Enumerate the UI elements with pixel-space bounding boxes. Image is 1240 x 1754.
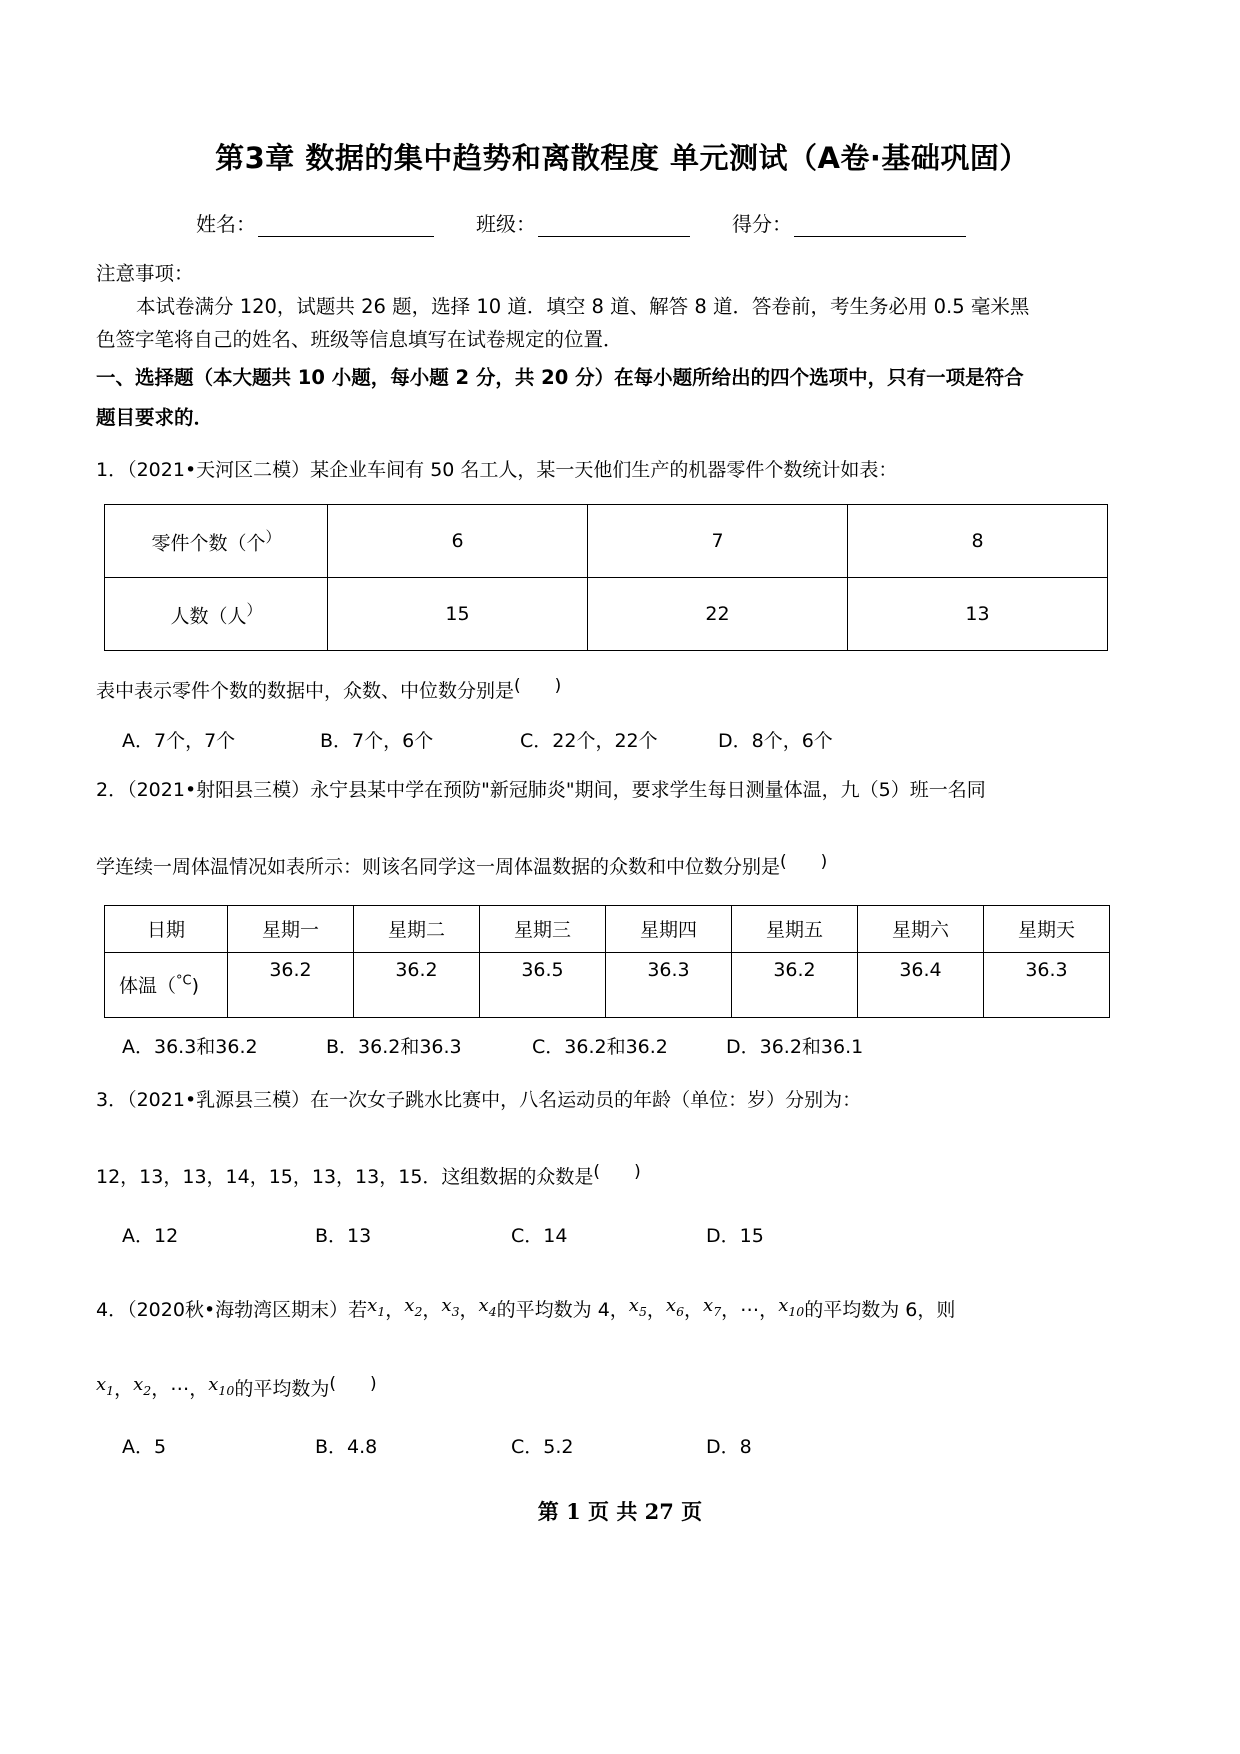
question-1-table [104, 504, 1108, 651]
question-1-number: 1． [96, 459, 128, 482]
column-header-day: 星期五 [732, 905, 858, 952]
temperature-value: 36.2 [732, 952, 858, 1017]
page-content [96, 0, 1148, 1459]
parts-count-label [105, 504, 328, 577]
option-a[interactable]: A．7个，7个 [122, 730, 236, 752]
question-1-after-table-text: 表中表示零件个数的数据中，众数、中位数分别是 [96, 679, 515, 702]
option-b[interactable]: B．7个，6个 [320, 730, 434, 752]
question-1-stem [96, 455, 1148, 485]
math-var-x1: $x_1$ [96, 1373, 115, 1398]
temperature-value: 36.3 [606, 952, 732, 1017]
question-2-text-2: 学连续一周体温情况如表所示：则该名同学这一周体温数据的众数和中位数分别是 [96, 856, 781, 879]
option-d[interactable]: D．8个，6个 [718, 730, 833, 752]
temperature-value: 36.5 [480, 952, 606, 1017]
question-2-text: 永宁县某中学在预防"新冠肺炎"期间，要求学生每日测量体温，九（5）班一名同 [310, 779, 986, 801]
question-3-text: 在一次女子跳水比赛中，八名运动员的年龄（单位：岁）分别为： [310, 1088, 862, 1111]
score-field-group [732, 208, 966, 237]
column-header-date: 日期 [105, 905, 228, 952]
temperature-value: 36.4 [858, 952, 984, 1017]
temperature-value: 36.2 [354, 952, 480, 1017]
people-count-label [105, 577, 328, 650]
math-var-x6: $x_6$ [665, 1294, 685, 1319]
people-count-value: 13 [848, 577, 1108, 650]
score-blank[interactable] [794, 217, 966, 237]
option-c[interactable]: C．14 [511, 1224, 568, 1247]
table-row [105, 504, 1108, 577]
math-var-x4: $x_4$ [478, 1294, 497, 1319]
temperature-unit-sup: °C [176, 973, 192, 989]
people-count-label-text: 人数（人 [170, 605, 247, 628]
option-c[interactable]: C．36.2和36.2 [532, 1035, 668, 1058]
parts-count-value: 6 [328, 504, 588, 577]
question-2-stem-line-2 [96, 849, 1148, 882]
parts-count-label-sup: ） [265, 527, 281, 546]
math-var-x1: $x_1$ [367, 1294, 386, 1319]
question-4-text-prefix: 若 [348, 1298, 368, 1321]
math-ellipsis: … [170, 1372, 190, 1395]
answer-paren: ( ) [329, 1373, 377, 1394]
answer-paren: ( ) [780, 852, 828, 873]
class-label: 班级： [476, 211, 536, 236]
question-4-text-mid-1: 的平均数为 4， [496, 1298, 629, 1321]
answer-paren: ( ) [514, 675, 562, 696]
option-b[interactable]: B．13 [315, 1224, 372, 1247]
math-ellipsis: … [740, 1293, 760, 1316]
math-var-x3: $x_3$ [441, 1294, 460, 1319]
question-1-options [96, 726, 1148, 753]
notice-line-1: 本试卷满分 120，试题共 26 题，选择 10 道．填空 8 道、解答 8 道．答卷前，考生务必用 0.5 毫米黑 [136, 294, 1030, 318]
option-c[interactable]: C．22个，22个 [520, 730, 658, 752]
temperature-value: 36.3 [984, 952, 1110, 1017]
question-4-source: （2020秋•海勃湾区期末） [127, 1298, 349, 1321]
question-3-text-2: 12，13，13，14，15，13，13，15．这组数据的众数是 [96, 1166, 594, 1189]
option-a[interactable]: A．36.3和36.2 [122, 1035, 258, 1058]
question-3-options [96, 1221, 1148, 1248]
question-4-text-2: 的平均数为 [234, 1377, 330, 1400]
question-2-table [104, 905, 1110, 1018]
score-label: 得分： [732, 211, 792, 236]
option-d[interactable]: D．8 [706, 1436, 752, 1459]
page-footer: 第 1 页 共 27 页 [537, 1499, 703, 1524]
class-field-group [476, 208, 690, 237]
question-4-stem: 4．（2020秋•海勃湾区期末）若$x_1$，$x_2$，$x_3$，$x_4$的平均数为 4，$x_5$，$x_6$，$x_7$，…，$x_{10}$的平均数为 6，则 [96, 1293, 956, 1321]
class-blank[interactable] [538, 217, 690, 237]
question-4-number: 4． [96, 1298, 128, 1321]
section-header-line-1: 一、选择题（本大题共 10 小题，每小题 2 分，共 20 分）在每小题所给出的四个选项中，只有一项是符合 [96, 366, 1024, 390]
question-2-options [96, 1032, 1148, 1059]
option-a[interactable]: A．12 [122, 1224, 179, 1247]
math-var-x2: $x_2$ [133, 1373, 152, 1398]
name-blank[interactable] [258, 217, 434, 237]
question-1-text: 某企业车间有 50 名工人，某一天他们生产的机器零件个数统计如表： [310, 459, 898, 482]
temperature-row-label [105, 952, 228, 1017]
column-header-day: 星期一 [228, 905, 354, 952]
people-count-value: 22 [588, 577, 848, 650]
page-title: 第3章 数据的集中趋势和离散程度 单元测试（A卷·基础巩固） [215, 141, 1029, 175]
section-header-line-2: 题目要求的． [96, 405, 214, 429]
option-d[interactable]: D．15 [706, 1224, 764, 1247]
question-1-source: （2021•天河区二模） [127, 459, 311, 482]
option-b[interactable]: B．36.2和36.3 [326, 1035, 462, 1058]
question-2-number: 2． [96, 779, 128, 801]
parts-count-value: 7 [588, 504, 848, 577]
option-c[interactable]: C．5.2 [511, 1436, 574, 1459]
name-field-group [196, 208, 434, 237]
notice-heading: 注意事项： [96, 261, 194, 285]
temperature-row-label-end: ) [191, 975, 200, 998]
parts-count-value: 8 [848, 504, 1108, 577]
parts-count-label-text: 零件个数（个 [151, 532, 266, 555]
column-header-day: 星期二 [354, 905, 480, 952]
column-header-day: 星期天 [984, 905, 1110, 952]
notice-line-2: 色签字笔将自己的姓名、班级等信息填写在试卷规定的位置． [96, 328, 623, 352]
identity-row [96, 208, 1148, 237]
question-3-number: 3． [96, 1088, 128, 1111]
math-var-x7: $x_7$ [703, 1294, 722, 1319]
people-count-label-sup: ） [246, 600, 262, 619]
name-label: 姓名： [196, 211, 256, 236]
option-b[interactable]: B．4.8 [315, 1436, 378, 1459]
question-3-stem [96, 1085, 1148, 1115]
column-header-day: 星期三 [480, 905, 606, 952]
question-4-stem-line-2: $x_1$，$x_2$，…，$x_{10}$的平均数为( ) [96, 1372, 377, 1400]
table-header-row [105, 905, 1110, 952]
question-3-source: （2021•乳源县三模） [127, 1088, 311, 1111]
math-var-x2: $x_2$ [404, 1294, 423, 1319]
math-var-x10: $x_{10}$ [778, 1294, 805, 1319]
column-header-day: 星期六 [858, 905, 984, 952]
table-row [105, 952, 1110, 1017]
answer-paren: ( ) [593, 1162, 641, 1183]
people-count-value: 15 [328, 577, 588, 650]
question-3-stem-line-2 [96, 1159, 1148, 1192]
option-d[interactable]: D．36.2和36.1 [726, 1035, 864, 1058]
math-var-x5: $x_5$ [628, 1294, 647, 1319]
math-var-x10: $x_{10}$ [208, 1373, 235, 1398]
question-2-stem [96, 775, 1148, 805]
column-header-day: 星期四 [606, 905, 732, 952]
question-1-after-table [96, 673, 1148, 706]
question-4-text-mid-2: 的平均数为 6，则 [804, 1298, 956, 1321]
temperature-row-label-text: 体温（ [119, 975, 177, 998]
table-row [105, 577, 1108, 650]
option-a[interactable]: A．5 [122, 1436, 167, 1459]
question-4-options [96, 1432, 1148, 1459]
question-2-source: （2021•射阳县三模） [127, 779, 311, 801]
temperature-value: 36.2 [228, 952, 354, 1017]
